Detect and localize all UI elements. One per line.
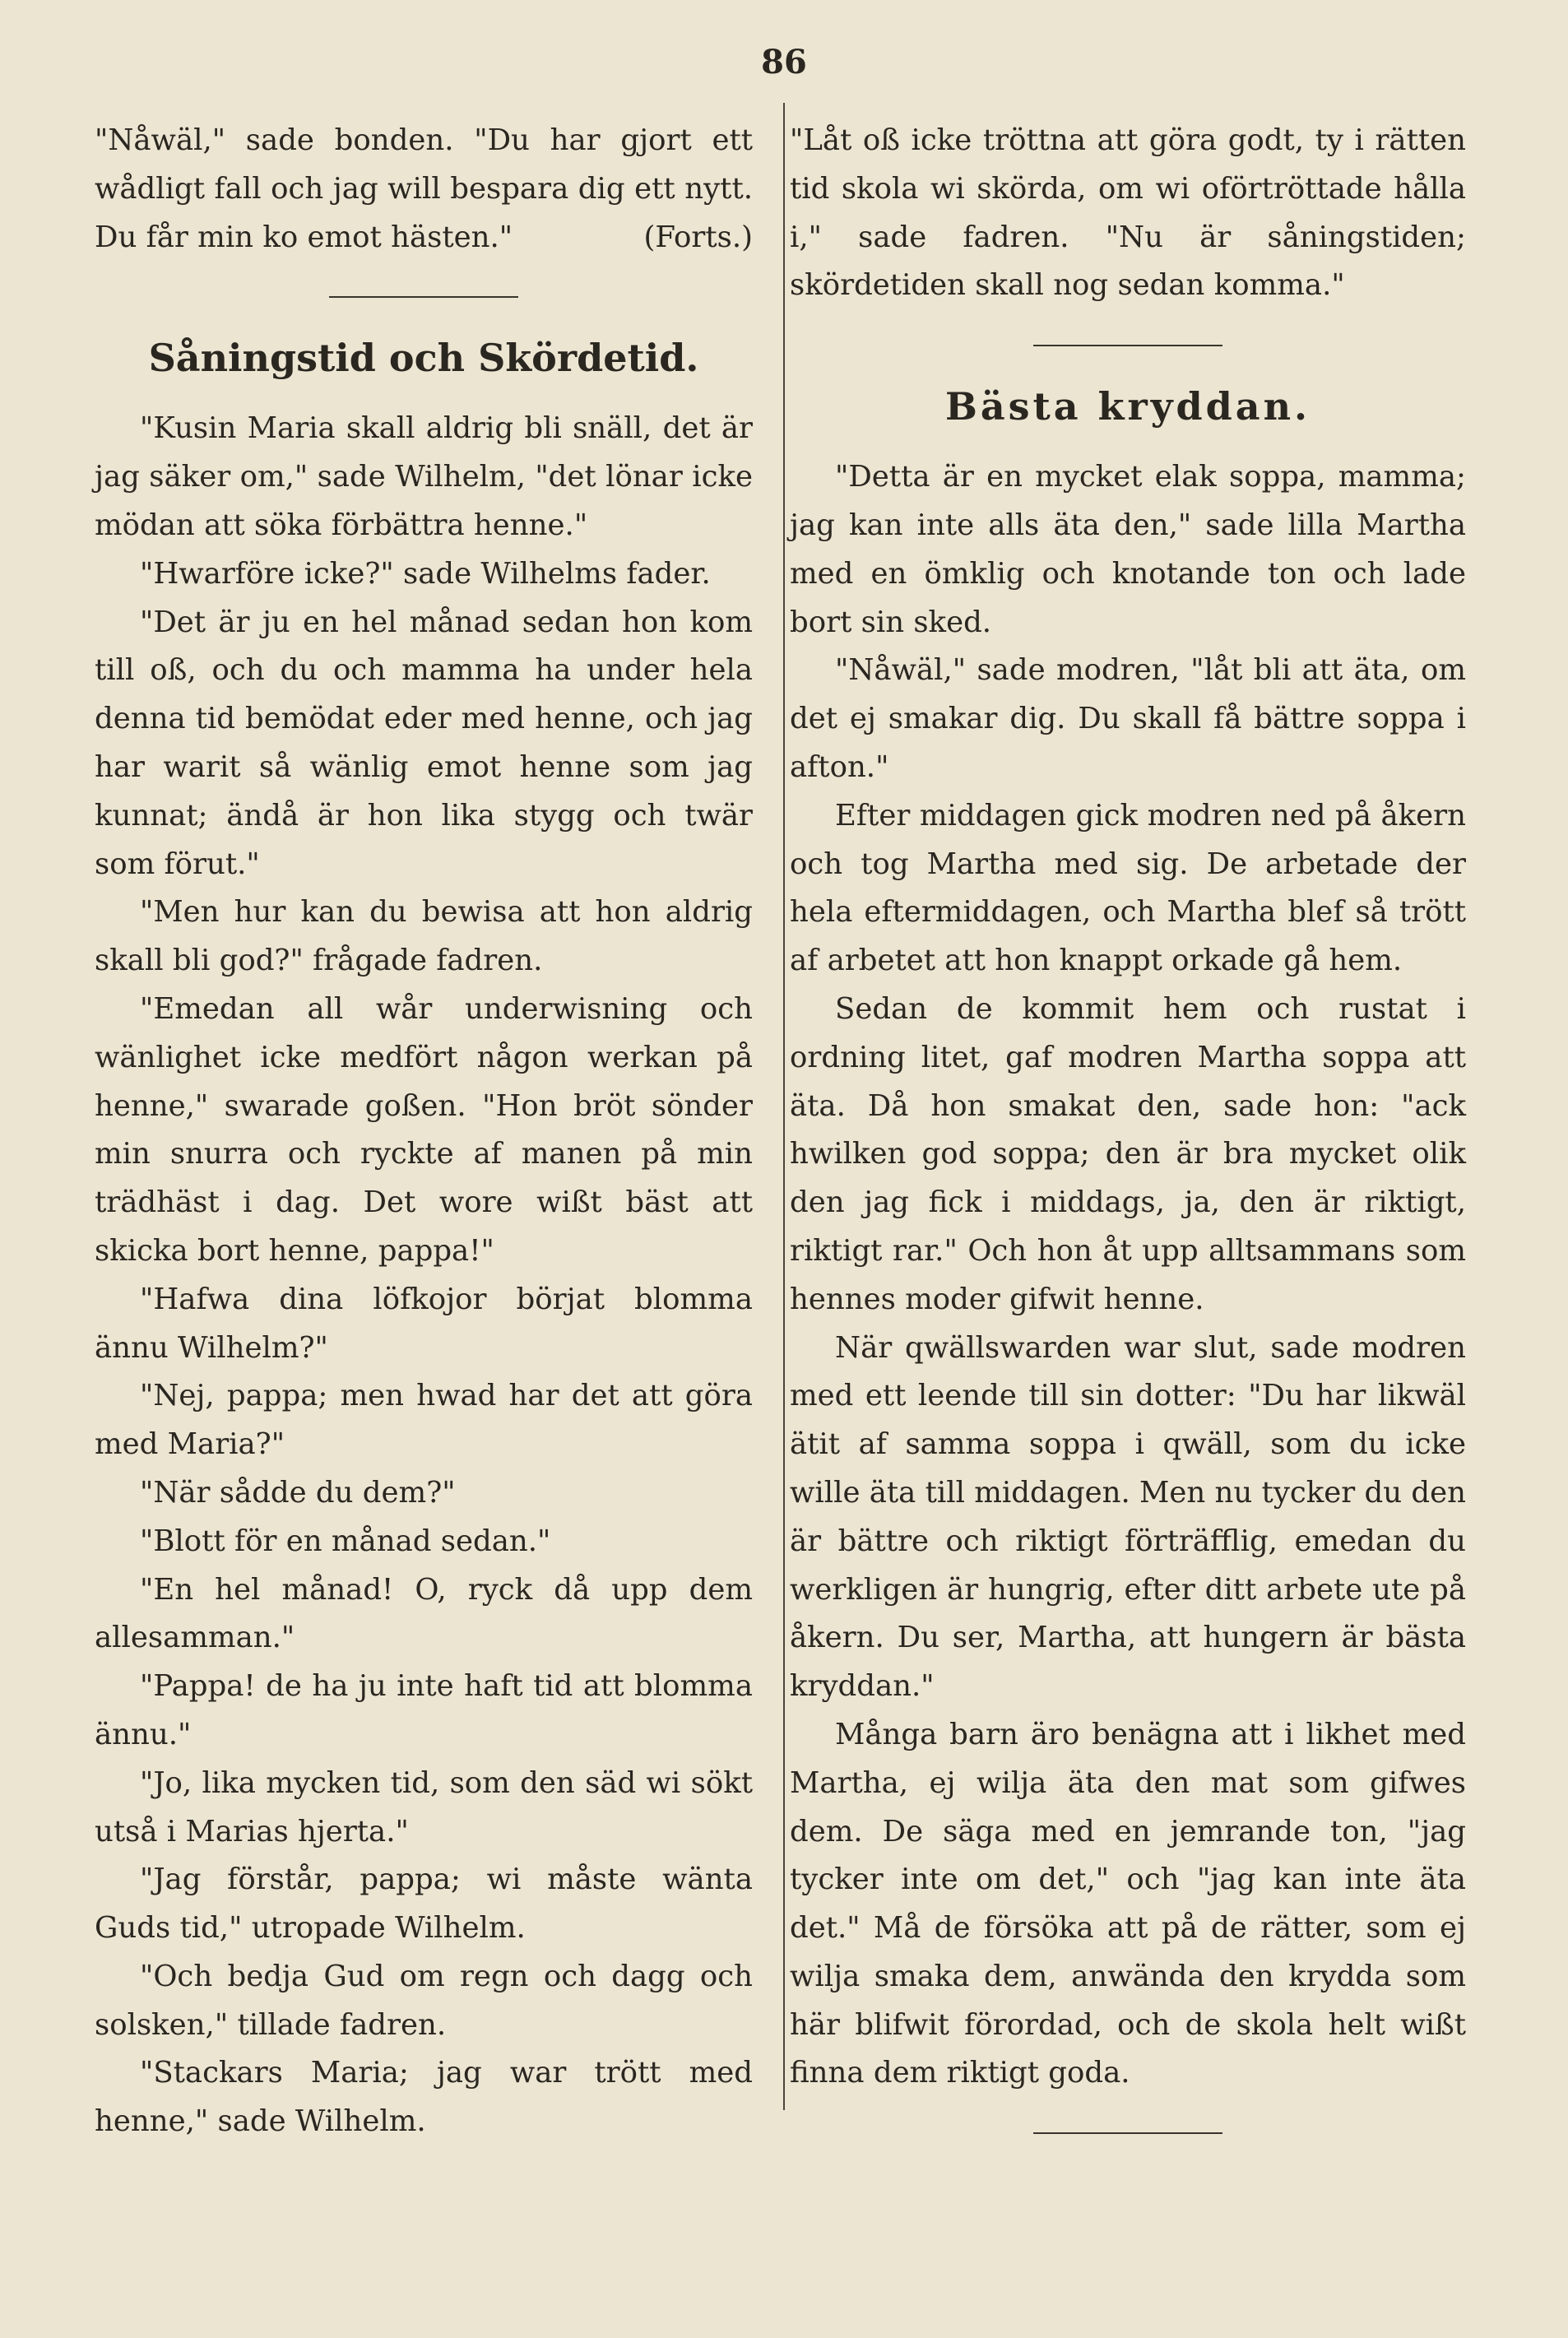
paragraph: "Jag förstår, pappa; wi måste wänta Guds tid," utropade Wilhelm. <box>95 1863 753 1946</box>
paragraph: "Nåwäl," sade modren, "låt bli att äta, om det ej smakar dig. Du skall få bättre soppa i afton." <box>790 653 1466 784</box>
paragraph: "Kusin Maria skall aldrig bli snäll, det är jag säker om," sade Wilhelm, "det lönar icke mödan att söka förbättra henne." <box>95 411 753 542</box>
paragraph: "Detta är en mycket elak soppa, mamma; jag kan inte alls äta den," sade lilla Martha med en ömklig och knotande ton och lade bort sin sked. <box>790 460 1466 639</box>
paragraph: "En hel månad! O, ryck då upp dem allesamman." <box>95 1572 753 1655</box>
paragraph: Sedan de kommit hem och rustat i ordning litet, gaf modren Martha soppa att äta. Då hon smakat den, sade hon: "ack hwilken god soppa; den är bra mycket olik den jag fick i middags, ja, den är riktigt, riktigt rar." Och hon åt upp alltsammans som hennes moder gifwit henne. <box>790 991 1466 1316</box>
left-intro-paragraph <box>95 117 753 262</box>
left-column <box>95 117 753 2146</box>
paragraph: "Stackars Maria; jag war trött med henne," sade Wilhelm. <box>95 2056 753 2139</box>
right-intro-paragraph: "Låt oß icke tröttna att göra godt, ty i rätten tid skola wi skörda, om wi oförtröttade hålla i," sade fadren. "Nu är såningstiden; skördetiden skall nog sedan komma." <box>790 123 1466 303</box>
continued-label: (Forts.) <box>643 220 753 254</box>
paragraph: "Nej, pappa; men hwad har det att göra med Maria?" <box>95 1379 753 1462</box>
paragraph: "Emedan all wår underwisning och wänlighet icke medfört någon werkan på henne," swarade goßen. "Hon bröt sönder min snurra och ryckte af manen på min trädhäst i dag. Det wore wißt bäst att skicka bort henne, pappa!" <box>95 991 753 1268</box>
story-title-right: Bästa kryddan. <box>944 384 1311 429</box>
column-divider <box>783 103 785 2110</box>
section-rule <box>1033 345 1222 346</box>
paragraph: "Hwarföre icke?" sade Wilhelms fader. <box>140 556 711 591</box>
paragraph: "Pappa! de ha ju inte haft tid att blomma ännu." <box>95 1669 753 1751</box>
paragraph: "Hafwa dina löfkojor börjat blomma ännu Wilhelm?" <box>95 1282 753 1365</box>
paragraph: Många barn äro benägna att i likhet med Martha, ej wilja äta den mat som gifwes dem. De säga med en jemrande ton, "jag tycker inte om det," och "jag kan inte äta det." Må de försöka att på de rätter, som ej wilja smaka dem, anwända den krydda som här blifwit förordad, och de skola helt wißt finna dem riktigt goda. <box>790 1717 1466 2090</box>
paragraph: "När sådde du dem?" <box>140 1475 456 1510</box>
paragraph: Efter middagen gick modren ned på åkern och tog Martha med sig. De arbetade der hela eftermiddagen, och Martha blef så trött af arbetet att hon knappt orkade gå hem. <box>790 798 1466 978</box>
end-rule <box>1033 2132 1222 2134</box>
paragraph: "Men hur kan du bewisa att hon aldrig skall bli god?" frågade fadren. <box>95 895 753 978</box>
right-column <box>790 117 1466 2165</box>
left-intro-text: "Nåwäl," sade bonden. "Du har gjort ett wådligt fall och jag will bespara dig ett nytt. Du får min ko emot hästen." <box>95 123 753 254</box>
story-title-left: Såningstid och Skördetid. <box>148 336 699 381</box>
paragraph: "Och bedja Gud om regn och dagg och solsken," tillade fadren. <box>95 1959 753 2042</box>
section-rule <box>329 296 518 298</box>
paragraph: "Det är ju en hel månad sedan hon kom till oß, och du och mamma ha under hela denna tid bemödat eder med henne, och jag har warit så wänlig emot henne som jag kunnat; ändå är hon lika stygg och twär som förut." <box>95 605 753 881</box>
paragraph: "Blott för en månad sedan." <box>140 1524 551 1558</box>
paragraph: "Jo, lika mycken tid, som den säd wi sökt utså i Marias hjerta." <box>95 1765 753 1849</box>
paragraph: När qwällswarden war slut, sade modren med ett leende till sin dotter: "Du har likwäl ätit af samma soppa i qwäll, som du icke wille äta till middagen. Men nu tycker du den är bättre och riktigt förträfflig, emedan du werkligen är hungrig, efter ditt arbete ute på åkern. Du ser, Martha, att hungern är bästa kryddan." <box>790 1330 1466 1704</box>
page-number: 86 <box>761 43 807 81</box>
